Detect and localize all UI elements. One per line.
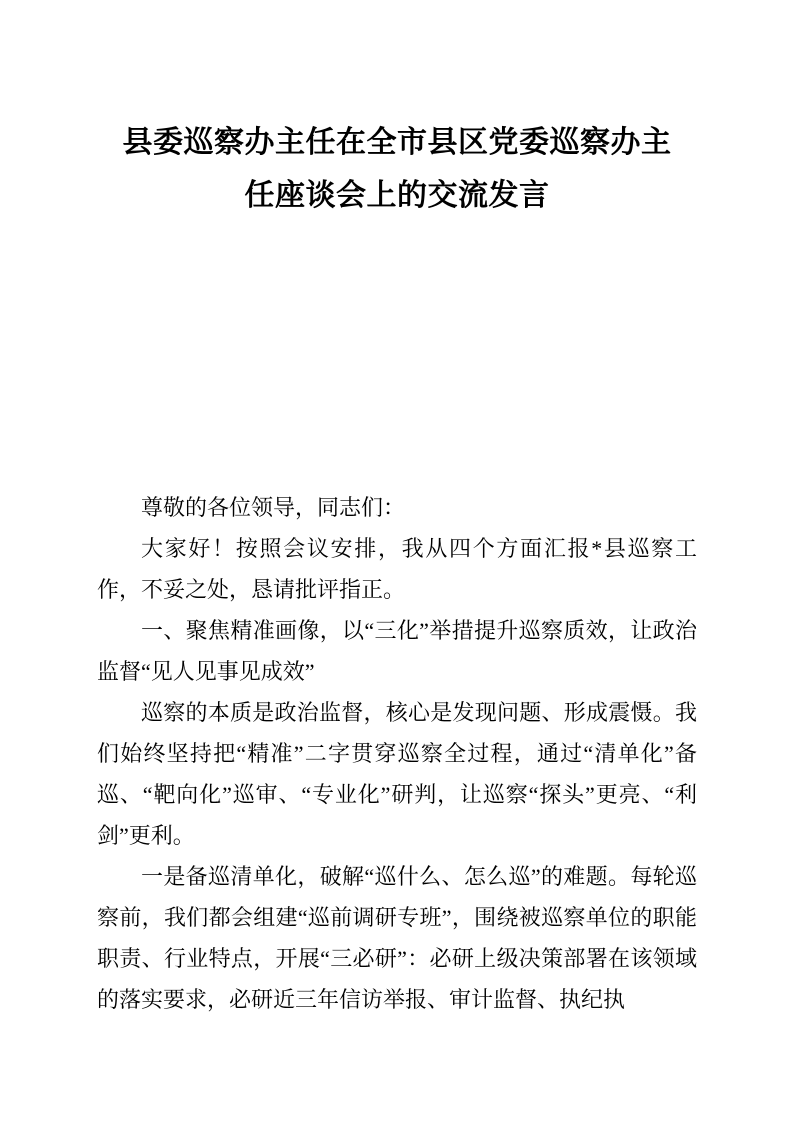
paragraph-opening: 大家好！按照会议安排，我从四个方面汇报*县巡察工作，不妥之处，恳请批评指正。 xyxy=(97,536,697,602)
paragraph-section-1-intro: 巡察的本质是政治监督，核心是发现问题、形成震慑。我们始终坚持把“精准”二字贯穿巡察全过程，通过“清单化”备巡、“靶向化”巡审、“专业化”研判，让巡察“探头”更亮、“利剑”更利。 xyxy=(97,700,697,848)
document-title xyxy=(97,116,697,222)
title-line-1: 县委巡察办主任在全市县区党委巡察办主 xyxy=(122,126,672,159)
document-body xyxy=(97,487,697,1020)
paragraph-salutation: 尊敬的各位领导，同志们： xyxy=(141,495,406,520)
paragraph-point-1: 一是备巡清单化，破解“巡什么、怎么巡”的难题。每轮巡察前，我们都会组建“巡前调研专班”，围绕被巡察单位的职能职责、行业特点，开展“三必研”：必研上级决策部署在该领域的落实要求，必研近三年信访举报、审计监督、执纪执 xyxy=(97,864,698,1012)
paragraph-section-1-heading: 一、聚焦精准画像，以“三化”举措提升巡察质效，让政治监督“见人见事见成效” xyxy=(97,618,697,684)
title-line-2: 任座谈会上的交流发言 xyxy=(244,179,550,212)
